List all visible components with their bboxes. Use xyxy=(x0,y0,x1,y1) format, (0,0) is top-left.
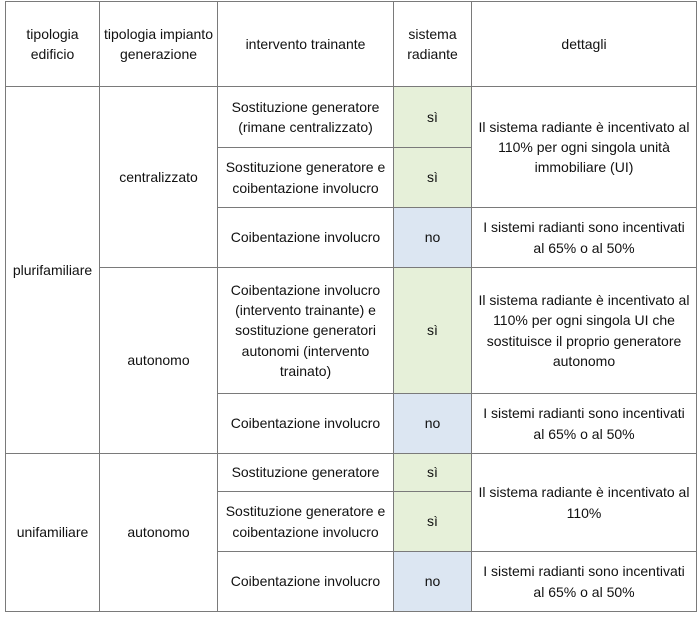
intervento-cell: Sostituzione generatore (rimane centralizzato) xyxy=(218,87,394,148)
dettagli-cell: I sistemi radianti sono incentivati al 65% o al 50% xyxy=(472,552,697,612)
intervento-cell: Coibentazione involucro (intervento trainante) e sostituzione generatori autonomi (intervento trainato) xyxy=(218,268,394,394)
table-row xyxy=(6,268,697,394)
subgroup-centralizzato: centralizzato xyxy=(100,87,218,268)
intervento-cell: Sostituzione generatore e coibentazione involucro xyxy=(218,148,394,208)
radiante-cell: no xyxy=(394,552,472,612)
radiante-cell: sì xyxy=(394,87,472,148)
radiante-cell: no xyxy=(394,394,472,454)
header-intervento-trainante: intervento trainante xyxy=(218,2,394,87)
intervento-cell: Coibentazione involucro xyxy=(218,394,394,454)
intervento-cell: Sostituzione generatore xyxy=(218,454,394,492)
table-row xyxy=(6,454,697,492)
radiante-cell: sì xyxy=(394,454,472,492)
header-dettagli: dettagli xyxy=(472,2,697,87)
group-plurifamiliare: plurifamiliare xyxy=(6,87,100,454)
dettagli-cell: I sistemi radianti sono incentivati al 65% o al 50% xyxy=(472,394,697,454)
radiante-cell: sì xyxy=(394,268,472,394)
dettagli-cell: Il sistema radiante è incentivato al 110% xyxy=(472,454,697,552)
dettagli-cell: Il sistema radiante è incentivato al 110% per ogni singola UI che sostituisce il proprio generatore autonomo xyxy=(472,268,697,394)
subgroup-autonomo: autonomo xyxy=(100,268,218,454)
header-tipologia-impianto: tipologia impianto generazione xyxy=(100,2,218,87)
header-tipologia-edificio: tipologia edificio xyxy=(6,2,100,87)
table-row xyxy=(6,87,697,148)
header-row xyxy=(6,2,697,87)
dettagli-cell: Il sistema radiante è incentivato al 110% per ogni singola unità immobiliare (UI) xyxy=(472,87,697,208)
incentive-table xyxy=(5,1,697,612)
dettagli-cell: I sistemi radianti sono incentivati al 65% o al 50% xyxy=(472,208,697,268)
radiante-cell: sì xyxy=(394,492,472,552)
header-sistema-radiante: sistema radiante xyxy=(394,2,472,87)
subgroup-autonomo: autonomo xyxy=(100,454,218,612)
radiante-cell: no xyxy=(394,208,472,268)
group-unifamiliare: unifamiliare xyxy=(6,454,100,612)
intervento-cell: Coibentazione involucro xyxy=(218,208,394,268)
intervento-cell: Sostituzione generatore e coibentazione involucro xyxy=(218,492,394,552)
intervento-cell: Coibentazione involucro xyxy=(218,552,394,612)
radiante-cell: sì xyxy=(394,148,472,208)
